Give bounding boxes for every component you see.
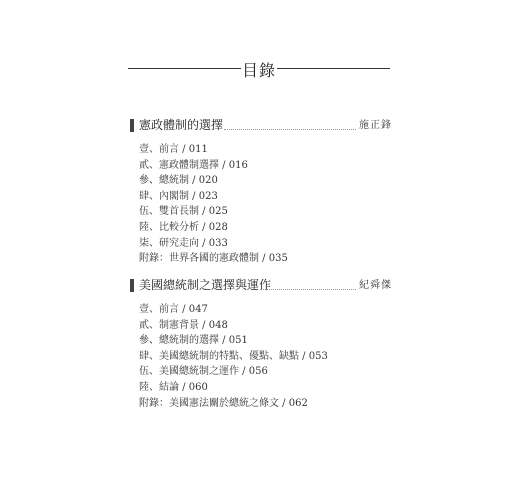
page-title: 目錄 — [241, 61, 276, 80]
dot-leader — [224, 129, 356, 130]
dot-leader — [260, 289, 356, 290]
toc-entry[interactable]: 貳、憲政體制選擇 / 016 — [139, 159, 248, 171]
toc-entry[interactable]: 附錄：美國憲法關於總統之條文 / 062 — [139, 397, 308, 409]
section-title[interactable]: 憲政體制的選擇 — [139, 118, 224, 132]
toc-entry[interactable]: 柒、研究走向 / 033 — [139, 237, 228, 249]
section-marker-bar — [130, 119, 134, 132]
heading-rule-left — [128, 68, 241, 69]
section-marker-bar — [130, 279, 134, 292]
toc-entry[interactable]: 貳、制憲背景 / 048 — [139, 319, 228, 331]
section-author: 施正鋒 — [359, 120, 392, 131]
toc-section-1 — [130, 118, 392, 265]
toc-entry[interactable]: 壹、前言 / 011 — [139, 144, 208, 155]
toc-section-2 — [130, 278, 392, 409]
entry-list — [139, 302, 328, 411]
toc-entry[interactable]: 肆、內閣制 / 023 — [139, 190, 218, 202]
section-author: 紀舜傑 — [359, 280, 392, 291]
toc-entry[interactable]: 肆、美國總統制的特點、優點、缺點 / 053 — [139, 350, 328, 362]
toc-entry[interactable]: 參、總統制的選擇 / 051 — [139, 335, 248, 347]
toc-entry[interactable]: 參、總統制 / 020 — [139, 175, 218, 187]
section-header — [130, 118, 392, 134]
entry-list — [139, 142, 288, 267]
toc-entry[interactable]: 伍、雙首長制 / 025 — [139, 206, 228, 218]
toc-entry[interactable]: 附錄：世界各國的憲政體制 / 035 — [139, 253, 288, 265]
toc-entry[interactable]: 壹、前言 / 047 — [139, 304, 208, 315]
toc-entry[interactable]: 伍、美國總統制之運作 / 056 — [139, 366, 268, 378]
toc-entry[interactable]: 陸、結論 / 060 — [139, 381, 208, 393]
toc-heading-block — [128, 58, 390, 80]
section-title[interactable]: 美國總統制之選擇與運作 — [139, 278, 272, 292]
section-header — [130, 278, 392, 294]
heading-rule-right — [277, 68, 390, 69]
toc-entry[interactable]: 陸、比較分析 / 028 — [139, 221, 228, 233]
